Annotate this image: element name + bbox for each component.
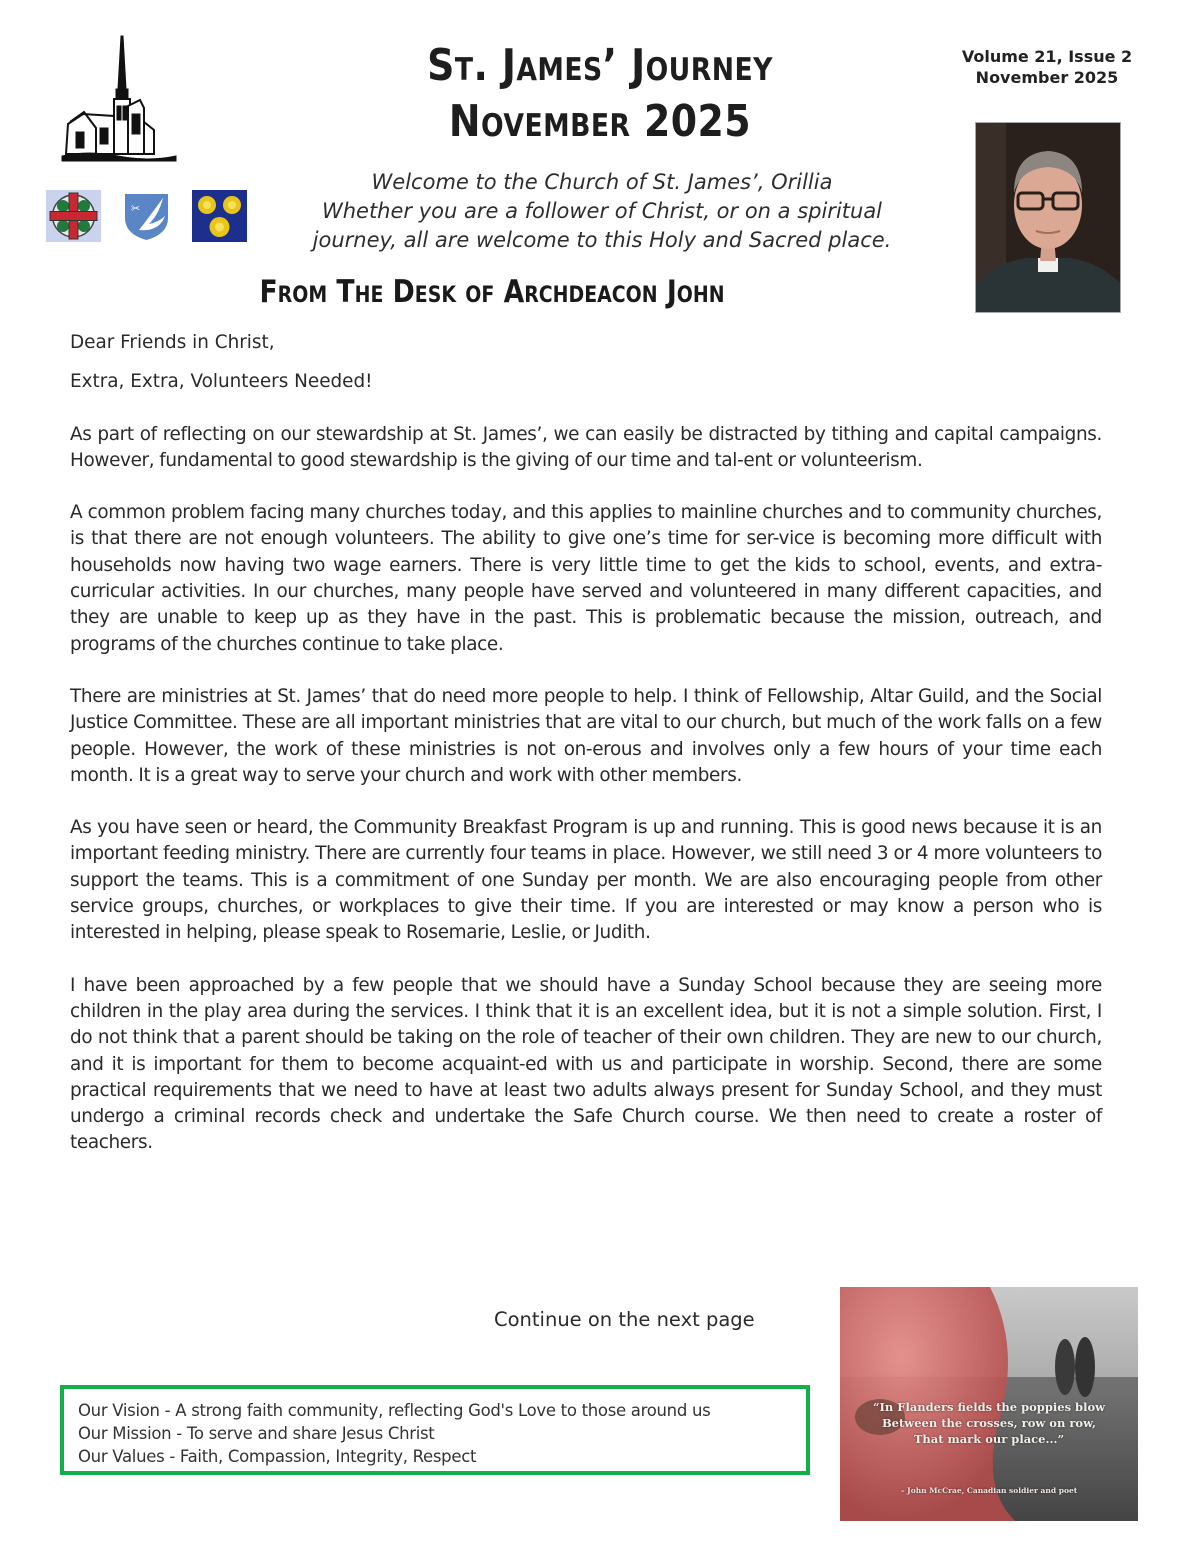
quote-line-3: That mark our place...” [913, 1432, 1065, 1446]
letter-paragraph: I have been approached by a few people that we should have a Sunday School because they are seeing more children in the play area during the services. I think that it is an excellent idea, but it is not a simple solution. First, I do not think that a parent should be taking on the role of teacher of their own children. They are new to our church, and it is important for them to become acquaint-ed with us and participate in worship. Second, there are some practical requirements that we need to have at least two adults always present for Sunday School, and they must undergo a criminal records check and undertake the Safe Church course. We then need to create a roster of teachers. [70, 974, 1102, 1154]
letter-paragraph: There are ministries at St. James’ that do need more people to help. I think of Fellowship, Altar Guild, and the Social Justice Committee. These are all important ministries that are vital to our church, but much of the work falls on a few people. However, the work of these ministries is not on-erous and involves only a few hours of your time each month. It is a great way to serve your church and work with other members. [70, 685, 1102, 786]
mission-statement: Our Mission - To serve and share Jesus Christ [78, 1424, 435, 1443]
newsletter-title: St. James’ Journey [427, 40, 773, 91]
welcome-message [282, 168, 922, 255]
quote-line-1: “In Flanders fields the poppies blow [872, 1400, 1106, 1414]
newsletter-month: November 2025 [448, 96, 752, 147]
continue-note: Continue on the next page [494, 1308, 755, 1331]
archdeacon-portrait [975, 122, 1121, 313]
svg-text:✂: ✂ [131, 202, 141, 215]
vision-mission-values-box [60, 1385, 810, 1475]
church-sketch-icon [58, 34, 180, 168]
issue-info [940, 46, 1154, 88]
letter-subject: Extra, Extra, Volunteers Needed! [70, 371, 373, 393]
crest-row [46, 190, 247, 242]
quote-attribution: – John McCrae, Canadian soldier and poet [900, 1486, 1078, 1495]
church-logo [58, 34, 180, 168]
quote-line-2: Between the crosses, row on row, [881, 1416, 1097, 1430]
flanders-fields-image [840, 1287, 1138, 1521]
poppy-quote [840, 1399, 1138, 1447]
values-statement: Our Values - Faith, Compassion, Integrity, Respect [78, 1447, 477, 1466]
welcome-line-2: Whether you are a follower of Christ, or on a spiritual [321, 199, 883, 223]
compass-rose-crest-icon [46, 190, 101, 242]
welcome-line-3: journey, all are welcome to this Holy and Sacred place. [312, 228, 892, 252]
letter-paragraph: As you have seen or heard, the Community Breakfast Program is up and running. This is good news because it is an important feeding ministry. There are currently four teams in place. However, we still need 3 or 4 more volunteers to support the teams. This is a commitment of one Sunday per month. We are also encouraging people from other service groups, churches, or workplaces to give their time. If you are interested or may know a person who is interested in helping, please speak to Rosemarie, Leslie, or Judith. [70, 817, 1102, 944]
volume-issue: Volume 21, Issue 2 [961, 47, 1133, 66]
letter-body [70, 330, 1102, 1183]
issue-date: November 2025 [975, 68, 1119, 87]
person-portrait-icon [976, 123, 1120, 312]
vision-statement: Our Vision - A strong faith community, reflecting God's Love to those around us [78, 1401, 711, 1420]
letter-paragraph: A common problem facing many churches today, and this applies to mainline churches and to community churches, is that there are not enough volunteers. The ability to give one’s time for ser-vice is becoming more difficult with households now having two wage earners. There is very little time to get the kids to school, events, and extra-curricular activities. In our churches, many people have served and volunteered in many different capacities, and they are unable to keep up as they have in the past. This is problematic because the mission, outreach, and programs of the churches continue to take place. [70, 502, 1102, 655]
scallop-shells-crest-icon [192, 190, 247, 242]
section-heading: From The Desk of Archdeacon John [259, 274, 725, 310]
dove-shield-crest-icon [119, 190, 174, 242]
letter-greeting: Dear Friends in Christ, [70, 332, 275, 353]
letter-paragraph: As part of reflecting on our stewardship at St. James’, we can easily be distracted by tithing and capital campaigns. However, fundamental to good stewardship is the giving of our time and tal-ent or volunteerism. [70, 423, 1102, 471]
masthead [300, 38, 900, 150]
welcome-line-1: Welcome to the Church of St. James’, Orillia [371, 170, 833, 194]
